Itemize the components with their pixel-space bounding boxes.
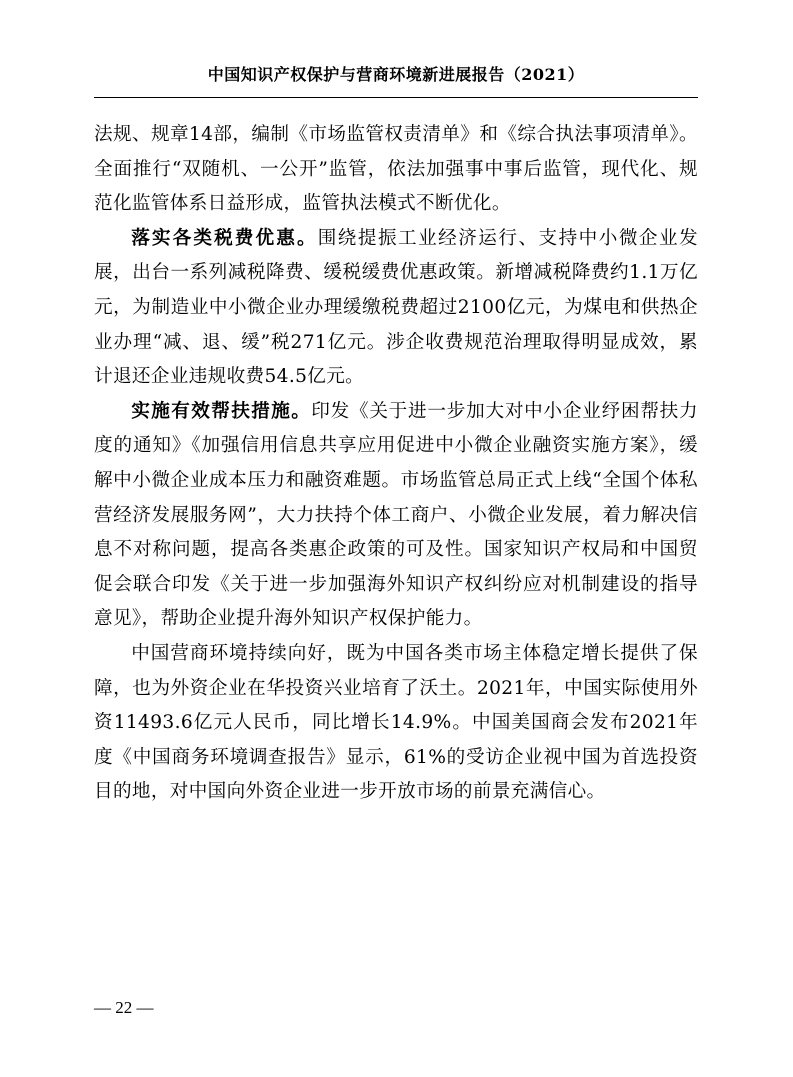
header-divider [94,97,698,98]
paragraph-3-text: 印发《关于进一步加大对中小企业纾困帮扶力度的通知》《加强信用信息共享应用促进中小微企业融资实施方案》，缓解中小微企业成本压力和融资难题。市场监管总局正式上线“全国个体私营经济发展服务网”，大力扶持个体工商户、小微企业发展，着力解决信息不对称问题，提高各类惠企政策的可及性。国家知识产权局和中国贸促会联合印发《关于进一步加强海外知识产权纠纷应对机制建设的指导意见》，帮助企业提升海外知识产权保护能力。 [94,400,698,630]
paragraph-4-text: 中国营商环境持续向好，既为中国各类市场主体稳定增长提供了保障，也为外资企业在华投资兴业培育了沃土。2021年，中国实际使用外资11493.6亿元人民币，同比增长14.9%。中国美国商会发布2021年度《中国商务环境调查报告》显示，61%的受访企业视中国为首选投资目的地，对中国向外资企业进一步开放市场的前景充满信心。 [94,642,698,803]
paragraph-1 [94,118,698,222]
body-text [94,118,698,810]
paragraph-1-text: 法规、规章14部，编制《市场监管权责清单》和《综合执法事项清单》。全面推行“双随机、一公开”监管，依法加强事中事后监管，现代化、规范化监管体系日益形成，监管执法模式不断优化。 [94,124,698,215]
paragraph-3 [94,395,698,637]
page-number: — 22 — [94,998,154,1017]
paragraph-2-text: 围绕提振工业经济运行、支持中小微企业发展，出台一系列减税降费、缓税缓费优惠政策。新增减税降费约1.1万亿元，为制造业中小微企业办理缓缴税费超过2100亿元，为煤电和供热企业办理“减、退、缓”税271亿元。涉企收费规范治理取得明显成效，累计退还企业违规收费54.5亿元。 [94,227,698,388]
paragraph-2 [94,222,698,395]
paragraph-2-lead: 落实各类税费优惠。 [131,227,318,249]
paragraph-4 [94,637,698,810]
paragraph-3-lead: 实施有效帮扶措施。 [131,400,312,422]
running-header: 中国知识产权保护与营商环境新进展报告（2021） [207,65,585,84]
